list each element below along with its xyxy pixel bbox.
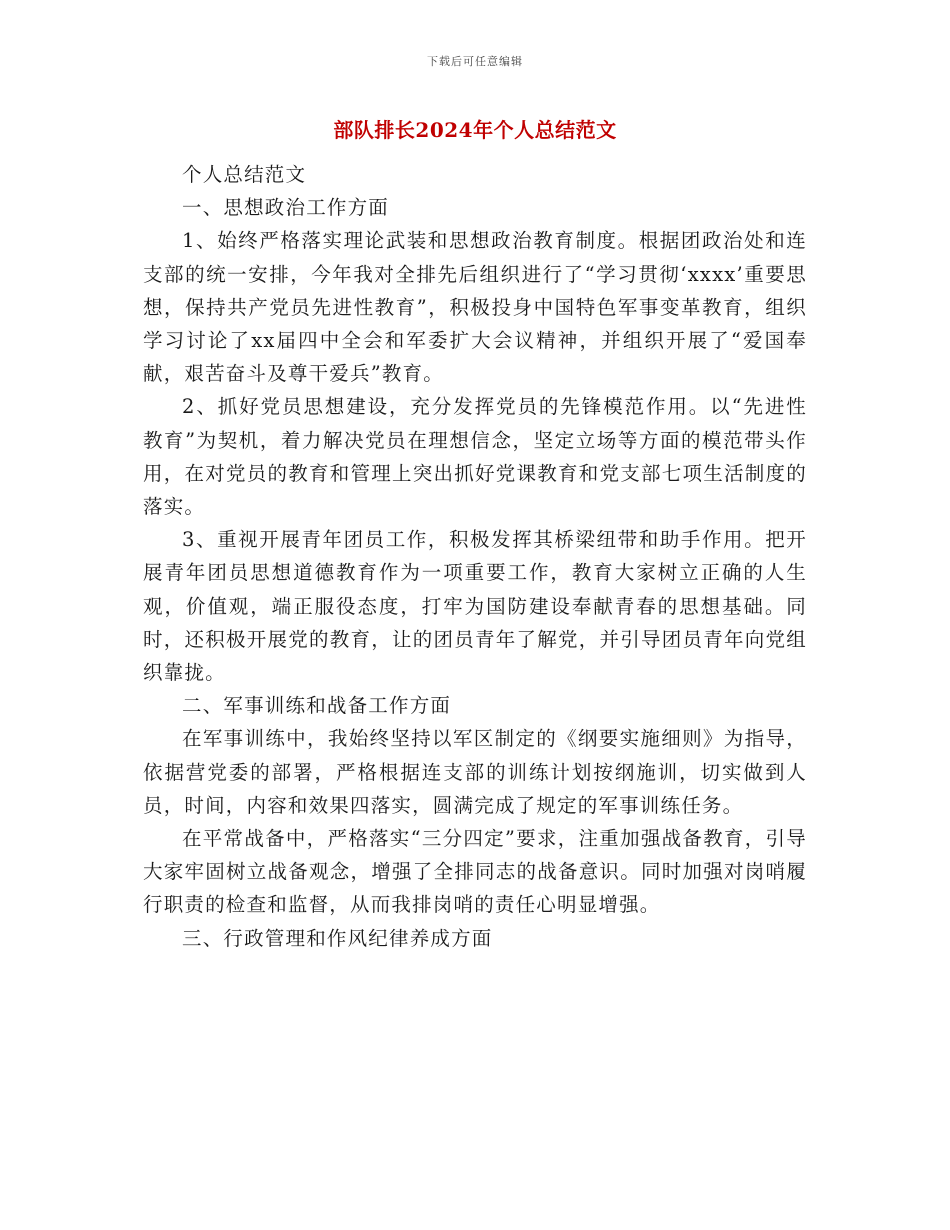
document-title: 部队排长2024年个人总结范文 — [333, 118, 617, 142]
body-paragraph: 3、重视开展青年团员工作，积极发挥其桥梁纽带和助手作用。把开展青年团员思想道德教育作为一项重要工作，教育大家树立正确的人生观，价值观，端正服役态度，打牢为国防建设奉献青春的思想基础。同时，还积极开展党的教育，让的团员青年了解党，并引导团员青年向党组织靠拢。 — [143, 528, 807, 685]
body-paragraph: 在军事训练中，我始终坚持以军区制定的《纲要实施细则》为指导，依据营党委的部署，严格根据连支部的训练计划按纲施训，切实做到人员，时间，内容和效果四落实，圆满完成了规定的军事训练任务。 — [143, 727, 807, 817]
body-paragraph: 2、抓好党员思想建设，充分发挥党员的先锋模范作用。以“先进性教育”为契机，着力解决党员在理想信念，坚定立场等方面的模范带头作用，在对党员的教育和管理上突出抓好党课教育和党支部七项生活制度的落实。 — [143, 395, 807, 519]
document-body — [143, 158, 807, 955]
section-heading-2: 二、军事训练和战备工作方面 — [182, 694, 452, 718]
body-paragraph: 在平常战备中，严格落实“三分四定”要求，注重加强战备教育，引导大家牢固树立战备观念，增强了全排同志的战备意识。同时加强对岗哨履行职责的检查和监督，从而我排岗哨的责任心明显增强。 — [143, 827, 807, 917]
header-note: 下载后可任意编辑 — [427, 55, 523, 68]
subtitle-paragraph: 个人总结范文 — [182, 163, 307, 186]
section-heading-3: 三、行政管理和作风纪律养成方面 — [182, 926, 493, 950]
section-heading-1: 一、思想政治工作方面 — [182, 196, 390, 220]
body-paragraph: 1、始终严格落实理论武装和思想政治教育制度。根据团政治处和连支部的统一安排，今年我对全排先后组织进行了“学习贯彻‘xxxx’重要思想，保持共产党员先进性教育”，积极投身中国特色军事变革教育，组织学习讨论了xx届四中全会和军委扩大会议精神，并组织开展了“爱国奉献，艰苦奋斗及尊干爱兵”教育。 — [143, 229, 807, 386]
